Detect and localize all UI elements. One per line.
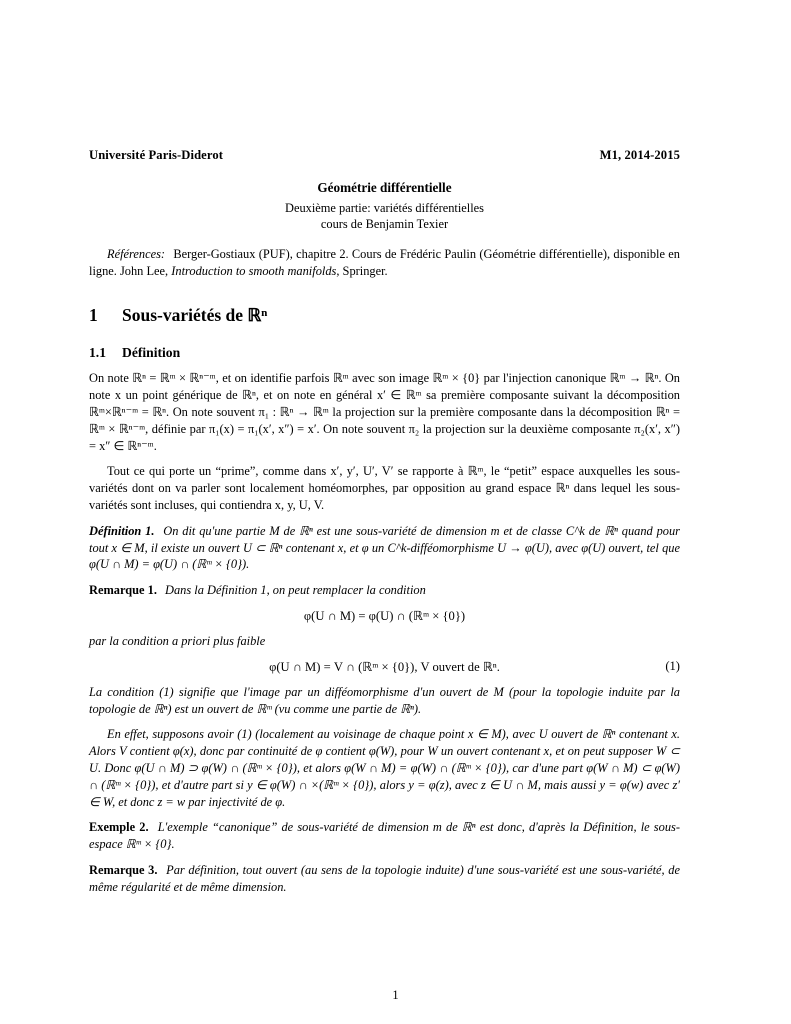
paragraph-condition-meaning-text: La condition (1) signifie que l'image par un difféomorphisme d'un ouvert de M (pour la topologie induite par la topologie de ℝⁿ) est un ouvert de ℝᵐ (vu comme une partie de ℝⁿ). [89, 684, 680, 716]
remark-1-after-equation [89, 633, 680, 650]
references-text: Berger-Gostiaux (PUF), chapitre 2. Cours de Frédéric Paulin (Géométrie différentielle), disponible en ligne. John Lee, [89, 246, 680, 278]
remark-3-text: Par définition, tout ouvert (au sens de la topologie induite) d'une sous-variété est une sous-variété, de même régularité et de même dimension. [89, 863, 680, 894]
paragraph-prime-notation: Tout ce qui porte un “prime”, comme dans x′, y′, U′, V′ se rapporte à ℝᵐ, le “petit” espace auxquelles les sous-variétés dont on va parler sont localement homéomorphes, par opposition au grand espace ℝⁿ dans lequel les sous-variétés sont incluses, qui contiendra x, y, U, V. [89, 464, 680, 513]
equation-condition-strong-text: φ(U ∩ M) = φ(U) ∩ (ℝᵐ × {0}) [303, 609, 466, 624]
remark-1-label: Remarque 1. [89, 583, 157, 598]
document-subtitle-part: Deuxième partie: variétés différentielles [285, 201, 484, 215]
references-label: Références: [107, 246, 166, 261]
subsection-heading [89, 345, 680, 361]
references-tail: , Springer. [336, 263, 388, 278]
section-number: 1 [89, 305, 98, 326]
header-institution: Université Paris-Diderot [89, 148, 224, 162]
paragraph-proof-text: En effet, supposons avoir (1) (localement au voisinage de chaque point x ∈ M), avec U ouvert de ℝⁿ contenant x. Alors V contient φ(x), donc par continuité de φ contient φ(W), pour W un ouvert contenant x, et on peut supposer W ⊂ U. Donc φ(U ∩ M) ⊃ φ(W) ∩ (ℝᵐ × {0}), et alors φ(W ∩ M) = φ(W) ∩ (ℝᵐ × {0}), car d'une part φ(W ∩ M) ⊂ φ(W) ∩ (ℝᵐ × {0}), et d'autre part si y ∈ φ(W) ∩ ×(ℝᵐ × {0}), alors y = φ(z), avec z ∈ U ∩ M, mais aussi y = φ(w) avec z′ ∈ W, et donc z = w par injectivité de φ. [89, 727, 680, 809]
title-block [89, 180, 680, 233]
paragraph-condition-meaning [89, 684, 680, 718]
document-title: Géométrie différentielle [317, 180, 452, 195]
remark-1-text: Dans la Définition 1, on peut remplacer la condition [165, 583, 426, 598]
document-author-line: cours de Benjamin Texier [320, 217, 449, 232]
references-book-title: Introduction to smooth manifolds [171, 263, 337, 278]
example-2-text: L'exemple “canonique” de sous-variété de dimension m de ℝⁿ est donc, d'après la Définition, le sous-espace ℝᵐ × {0}. [89, 820, 680, 852]
remark-1-after-equation-text: par la condition a priori plus faible [89, 634, 266, 649]
equation-condition-strong [89, 608, 680, 624]
references-paragraph [89, 246, 680, 280]
paragraph-definition-intro: On note ℝⁿ = ℝᵐ × ℝⁿ⁻ᵐ, et on identifie parfois ℝᵐ avec son image ℝᵐ × {0} par l'injection canonique ℝᵐ → ℝⁿ. On note x un point générique de ℝⁿ, et on note en général x′ ∈ ℝᵐ sa première composante suivant la décomposition ℝᵐ×ℝⁿ⁻ᵐ = ℝⁿ. On note souvent π₁ : ℝⁿ → ℝᵐ la projection sur la première composante dans la décomposition ℝⁿ = ℝᵐ × ℝⁿ⁻ᵐ, définie par π₁(x) = π₁(x′, x″) = x′. On note souvent π₂ la projection sur la deuxième composante π₂(x′, x″) = x″ ∈ ℝⁿ⁻ᵐ. [89, 371, 680, 453]
page-content [89, 148, 680, 896]
section-title: Sous-variétés de ℝⁿ [122, 305, 268, 326]
header-course-term: M1, 2014-2015 [599, 148, 680, 162]
definition-1-text: On dit qu'une partie M de ℝⁿ est une sous-variété de dimension m et de classe C^k de ℝⁿ quand pour tout x ∈ M, il existe un ouvert U ⊂ ℝⁿ contenant x, et φ un C^k-difféomorphisme U → φ(U), avec φ(U) ouvert, tel que φ(U ∩ M) = φ(U) ∩ (ℝᵐ × {0}). [89, 523, 680, 572]
subsection-number: 1.1 [89, 345, 106, 361]
page-header [89, 148, 680, 163]
definition-1-block [89, 523, 680, 573]
remark-1-block [89, 582, 680, 599]
equation-1-tag: (1) [665, 658, 680, 673]
example-2-label: Exemple 2. [89, 820, 149, 835]
paragraph-proof [89, 726, 680, 810]
definition-1-label: Définition 1. [89, 523, 155, 538]
subsection-title: Définition [122, 345, 181, 361]
example-2-block [89, 819, 680, 853]
section-heading [89, 305, 680, 326]
equation-1 [89, 659, 680, 675]
remark-3-block [89, 862, 680, 896]
equation-1-text: φ(U ∩ M) = V ∩ (ℝᵐ × {0}), V ouvert de ℝⁿ. [269, 659, 500, 674]
page-number: 1 [392, 988, 399, 1002]
remark-3-label: Remarque 3. [89, 863, 158, 877]
